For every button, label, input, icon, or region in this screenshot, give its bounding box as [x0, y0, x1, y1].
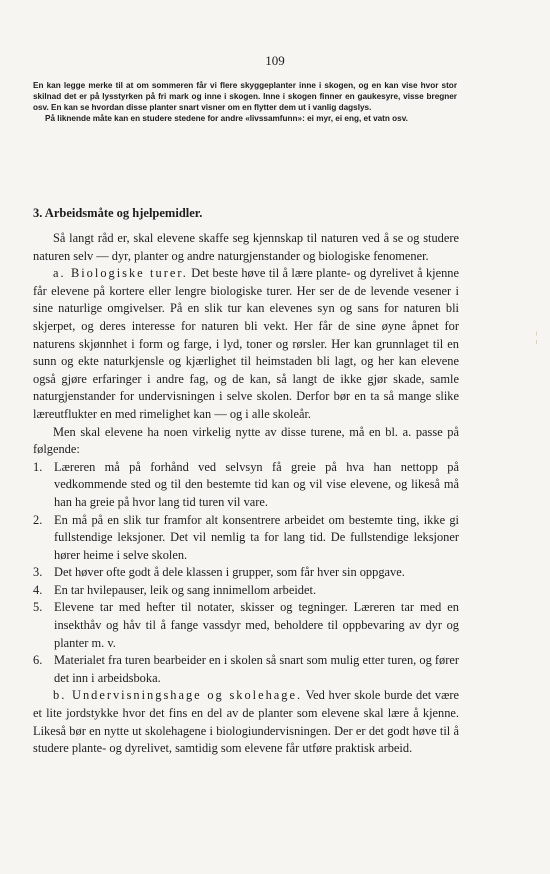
list-item-text: En tar hvilepauser, leik og sang innimellom arbeidet.	[54, 582, 317, 597]
body-paragraph-a	[33, 265, 459, 423]
intro-paragraph-2: På liknende måte kan en studere stedene for andre «livssamfunn»: ei myr, ei eng, et vatn osv.	[45, 114, 408, 123]
page-number: 109	[265, 53, 285, 68]
body-paragraph-1: Så langt råd er, skal elevene skaffe seg kjennskap til naturen ved å se og studere naturen selv — dyr, planter og andre naturgjenstander og biologiske fenomener.	[33, 231, 459, 263]
list-item	[33, 599, 459, 652]
intro-text	[33, 80, 457, 124]
list-item-text: Det høver ofte godt å dele klassen i grupper, som får hver sin oppgave.	[54, 565, 405, 580]
subheading-b: b. Undervisningshage og skolehage.	[53, 688, 303, 703]
list-item-number: 5.	[33, 600, 43, 615]
body-paragraph-3: Men skal elevene ha noen virkelig nytte av disse turene, må en bl. a. passe på følgende:	[33, 424, 459, 457]
list-item	[33, 564, 459, 582]
list-item-number: 2.	[33, 512, 43, 527]
intro-paragraph-1: En kan legge merke til at om sommeren får vi flere skyggeplanter inne i skogen, og en kan vise hvor stor skilnad det er på lysstyrken på fri mark og inne i skogen. Inne i skogen finner en gaukesyre, visse bregner osv. En kan se hvordan disse planter snart visner om en flytter dem ut i vanlig dagslys.	[33, 81, 457, 112]
list-item	[33, 512, 459, 565]
body-text	[33, 230, 459, 758]
list-item-text: Elevene tar med hefter til notater, skisser og tegninger. Læreren tar med en insekthåv og håv til å fange vassdyr med, beholdere til oppbevaring av dyr og planter m. v.	[54, 600, 459, 650]
subheading-a: a. Biologiske turer.	[53, 266, 188, 281]
list-item	[33, 459, 459, 512]
list-item-text: En må på en slik tur framfor alt konsentrere arbeidet om bestemte ting, ikke gi fullstendige leksjoner. Det vil nemlig ta for lang tid. De fullstendige leksjoner hører heime i selve skolen.	[54, 512, 459, 562]
section-heading: 3. Arbeidsmåte og hjelpemidler.	[33, 206, 203, 220]
paragraph-a-text: Det beste høve til å lære plante- og dyrelivet å kjenne får elevene på kortere eller lengre biologiske turer. Her ser de de levende vesener i sine naturlige omgivelser. På en slik tur kan elevenes syn og sans for naturen bli skjerpet, og deres interesse for naturen bli vekt. Her får de sine øyne åpnet for naturens skjønnhet i form og farge, i lyd, toner og rørsler. Her kan grunnlaget til en sunn og ekte naturkjensle og kjærlighet til heimstaden bli lagt, og her kan elevene også gjøre erfaringer i andre fag, og de kan, så langt de ikke gjør skade, samle naturgjenstander for undervisningen i selve skolen. Derfor bør en ta så mange slike læreutflukter en med rimelighet kan — og i alle skoleår.	[33, 266, 459, 421]
list-item-number: 1.	[33, 459, 43, 474]
list-item-text: Materialet fra turen bearbeider en i skolen så snart som mulig etter turen, og fører det inn i arbeidsboka.	[54, 653, 459, 685]
rules-list	[33, 459, 459, 688]
body-paragraph-b	[33, 687, 459, 757]
list-item-number: 6.	[33, 653, 43, 668]
list-item-number: 4.	[33, 582, 43, 597]
list-item	[33, 582, 459, 600]
paragraph-b-text: Ved hver skole burde det være et lite jordstykke hvor det fins en del av de planter som elevene skal lære å kjenne. Likeså bør en nytte ut skolehagene i biologiundervisningen. Der er det godt høve til å studere plante- og dyrelivet, samtidig som elevene får utføre praktisk arbeid.	[33, 688, 459, 756]
list-item-number: 3.	[33, 565, 43, 580]
list-item-text: Læreren må på forhånd ved selvsyn få greie på hva han nettopp på vedkommende sted og til den bestemte tid kan og vil vise elevene, og likeså må han ha greie på hvor lang tid turen vil vare.	[54, 459, 459, 509]
margin-stain: ¦	[535, 330, 538, 345]
list-item	[33, 652, 459, 687]
